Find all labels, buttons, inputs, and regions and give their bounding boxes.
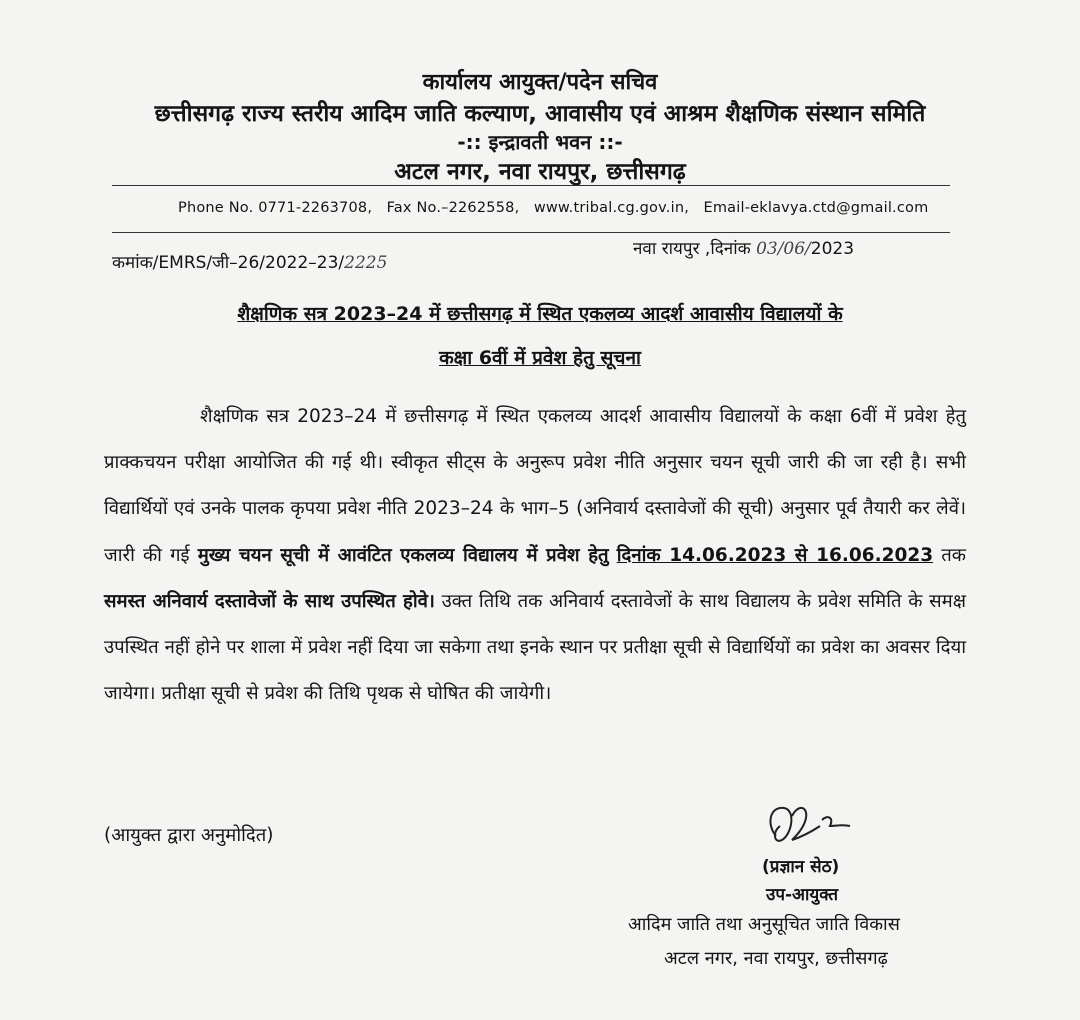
office-address: अटल नगर, नवा रायपुर, छत्तीसगढ़	[394, 159, 686, 185]
date-line	[633, 236, 854, 259]
body-bold-1: मुख्य चयन सूची में आवंटित एकलव्य विद्यालय में प्रवेश हेतु	[197, 544, 609, 566]
building-name: -:: इन्द्रावती भवन ::-	[457, 130, 623, 154]
header-divider-top	[112, 185, 950, 186]
office-title: कार्यालय आयुक्त/पदेन सचिव	[422, 70, 658, 95]
date-prefix: नवा रायपुर ,दिनांक	[633, 239, 751, 259]
reference-number	[112, 250, 387, 273]
organization-name: छत्तीसगढ़ राज्य स्तरीय आदिम जाति कल्याण, आवासीय एवं आश्रम शैक्षणिक संस्थान समिति	[154, 101, 926, 127]
date-handwritten: 03/06/	[756, 239, 811, 259]
body-paragraph-2: उक्त तिथि तक अनिवार्य दस्तावेजों के साथ विद्यालय के प्रवेश समिति के समक्ष उपस्थित नहीं होने पर शाला में प्रवेश नहीं दिया जा सकेगा तथा इनके स्थान पर प्रतीक्षा सूची से विद्यार्थियों का प्रवेश का अवसर दिया जायेगा। प्रतीक्षा सूची से प्रवेश की तिथि पृथक से घोषित की जायेगी।	[104, 590, 966, 705]
reference-handwritten-number: 2225	[344, 253, 388, 273]
contact-line	[178, 200, 928, 216]
signatory-address: अटल नगर, नवा रायपुर, छत्तीसगढ़	[664, 948, 888, 969]
approval-note: (आयुक्त द्वारा अनुमोदित)	[104, 825, 274, 846]
notice-body	[104, 394, 966, 717]
date-year: 2023	[810, 239, 855, 259]
body-paragraph-1: शैक्षणिक सत्र 2023–24 में छत्तीसगढ़ में स्थित एकलव्य आदर्श आवासीय विद्यालयों के कक्षा 6वीं में प्रवेश हेतु प्राक्कचयन परीक्षा आयोजित की गई थी। स्वीकृत सीट्स के अनुरूप प्रवेश नीति अनुसार चयन सूची जारी की जा रही है। सभी विद्यार्थियों एवं उनके पालक कृपया प्रवेश नीति 2023–24 के भाग–5 (अनिवार्य दस्तावेजों की सूची) अनुसार पूर्व तैयारी कर लेवें। जारी की गई	[104, 406, 966, 566]
reference-prefix: कमांक/EMRS/जी–26/2022–23/	[112, 253, 345, 273]
subject-line-2	[0, 344, 1080, 370]
subject-line-1	[0, 300, 1080, 326]
email: Email-eklavya.ctd@gmail.com	[703, 200, 929, 216]
header-divider-bottom	[112, 232, 950, 233]
signatory-department: आदिम जाति तथा अनुसूचित जाति विकास	[628, 914, 900, 935]
signatory-name: (प्रज्ञान सेठ)	[762, 857, 840, 877]
signature	[762, 796, 862, 856]
admission-dates: दिनांक 14.06.2023 से 16.06.2023	[616, 544, 934, 566]
subject-text-1: शैक्षणिक सत्र 2023–24 में छत्तीसगढ़ में स्थित एकलव्य आदर्श आवासीय विद्यालयों के	[237, 303, 843, 325]
fax-number: Fax No.–2262558,	[386, 200, 520, 216]
body-bold-2: समस्त अनिवार्य दस्तावेजों के साथ उपस्थित होवे।	[104, 590, 435, 612]
body-tak: तक	[941, 544, 967, 566]
phone-number: Phone No. 0771-2263708,	[178, 200, 373, 216]
subject-text-2: कक्षा 6वीं में प्रवेश हेतु सूचना	[439, 347, 641, 369]
signatory-designation: उप-आयुक्त	[766, 885, 839, 905]
website: www.tribal.cg.gov.in,	[533, 200, 690, 216]
